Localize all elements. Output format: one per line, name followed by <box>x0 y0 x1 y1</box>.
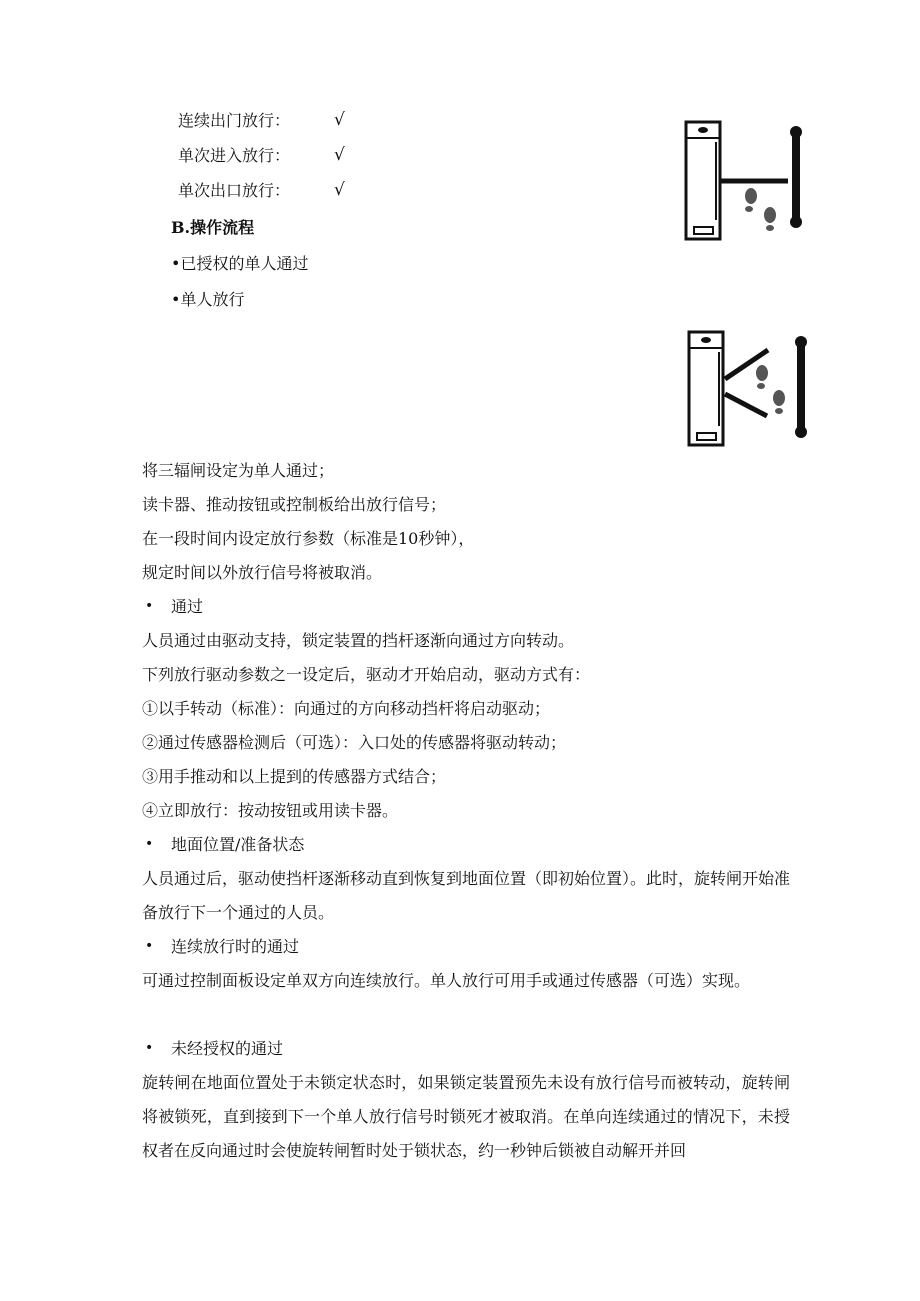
unauthorized-bullet: • <box>145 1040 154 1056</box>
section-b-item-1: •已授权的单人通过 <box>171 254 309 273</box>
release-mode-3-label: 单次出口放行： <box>178 181 291 200</box>
turnstile-locked-figure <box>682 118 812 242</box>
pass-line-4: ②通过传感器检测后（可选）：入口处的传感器将驱动转动； <box>142 733 567 752</box>
step-1: 将三辐闸设定为单人通过； <box>142 461 335 480</box>
release-mode-3-check-icon: √ <box>334 180 345 200</box>
release-mode-1-check-icon: √ <box>334 110 345 130</box>
unauthorized-paragraph: 旋转闸在地面位置处于未锁定状态时，如果锁定装置预先未设有放行信号而被转动，旋转闸将被锁死，直到接到下一个单人放行信号时锁死才被取消。在单向连续通过的情况下，未授权者在反向通过时会使旋转闸暂时处于锁状态，约一秒钟后锁被自动解开并回 <box>142 1073 790 1160</box>
ground-bullet: • <box>145 836 154 852</box>
step-4: 规定时间以外放行信号将被取消。 <box>142 563 383 582</box>
pass-line-5: ③用手推动和以上提到的传感器方式结合； <box>142 767 447 786</box>
ground-paragraph: 人员通过后，驱动使挡杆逐渐移动直到恢复到地面位置（即初始位置）。此时，旋转闸开始准备放行下一个通过的人员。 <box>142 869 791 922</box>
step-3: 在一段时间内设定放行参数（标准是10秒钟）， <box>142 529 475 548</box>
pass-line-2: 下列放行驱动参数之一设定后，驱动才开始启动，驱动方式有： <box>142 665 591 684</box>
section-b-heading: B.操作流程 <box>171 218 255 237</box>
step-2: 读卡器、推动按钮或控制板给出放行信号； <box>142 495 447 514</box>
release-mode-1-label: 连续出门放行： <box>178 111 291 130</box>
ground-title: 地面位置/准备状态 <box>171 835 305 854</box>
continuous-title: 连续放行时的通过 <box>171 937 300 956</box>
continuous-bullet: • <box>145 938 154 954</box>
section-b-item-2: •单人放行 <box>171 290 245 309</box>
pass-line-3: ①以手转动（标准）：向通过的方向移动挡杆将启动驱动； <box>142 699 551 718</box>
pass-bullet: • <box>145 598 154 614</box>
continuous-paragraph: 可通过控制面板设定单双方向连续放行。单人放行可用手或通过传感器（可选）实现。 <box>142 971 751 990</box>
release-mode-2-label: 单次进入放行： <box>178 146 291 165</box>
unauthorized-title: 未经授权的通过 <box>171 1039 284 1058</box>
pass-line-6: ④立即放行：按动按钮或用读卡器。 <box>142 801 399 820</box>
turnstile-released-figure <box>685 328 815 450</box>
release-mode-2-check-icon: √ <box>334 145 345 165</box>
pass-line-1: 人员通过由驱动支持，锁定装置的挡杆逐渐向通过方向转动。 <box>142 631 575 650</box>
pass-title: 通过 <box>171 597 204 616</box>
